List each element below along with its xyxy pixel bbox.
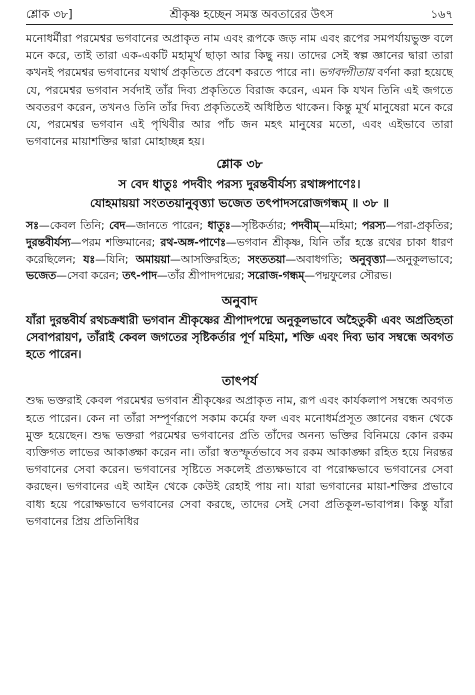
purport-heading: তাৎপর্য: [221, 373, 258, 389]
synonym-meaning: ভগবান শ্রীকৃষ্ণ, যিনি তাঁর হস্তে রথের চাকা ধারণ করেছিলেন: [26, 236, 453, 266]
synonym-meaning: সৃষ্টিকর্তার: [241, 219, 283, 233]
intro-text-part-1: মনোধর্মীরা পরমেশ্বর ভগবানের অপ্রাকৃত নাম এবং রূপকে জড় নাম এবং রূপের সমপর্যায়ভুক্ত বলে মনে করে, তাই তারা এক-একটি মহামূর্খ ছাড়া আর কিছু নয়। তাদের সেই স্বল্প জ্ঞানের দ্বারা তারা কখনই পরমেশ্বর ভগবানের যথার্থ প্রকৃতিতে প্রবেশ করতে পারে না।: [26, 32, 453, 80]
synonym-term: পদবীম্: [290, 219, 320, 233]
header-rule: [26, 24, 453, 25]
translation-text: যাঁরা দুরন্তবীর্য রথচক্রধারী ভগবান শ্রীকৃষ্ণের শ্রীপাদপদ্মে অনুকূলভাবে অহৈতুকী এবং অপ্রতিহতা সেবাপরায়ণ, তাঁরাই কেবল জগতের সৃষ্টিকর্তার পূর্ণ মহিমা, শক্তি এবং দিব্য ভাব সম্বন্ধে অবগত হতে পারেন।: [26, 313, 453, 362]
verse-line-1: স বেদ ধাতুঃ পদবীং পরস্য দুরন্তবীর্যস্য রথাঙ্গপাণেঃ।: [118, 177, 361, 192]
synonym-meaning: পদ্মফুলের সৌরভ: [315, 269, 389, 283]
synonym-meaning: মহিমা: [329, 219, 354, 233]
synonym-meaning: অনুকূলভাবে: [396, 252, 450, 266]
synonym-meaning: তাঁর শ্রীপাদপদ্মের: [167, 269, 241, 283]
purport-text: শুদ্ধ ভক্তরাই কেবল পরমেশ্বর ভগবান শ্রীকৃষ্ণের অপ্রাকৃত নাম, রূপ এবং কার্যকলাপ সম্বন্ধে অবগত হতে পারেন। কেন না তাঁরা সম্পূর্ণরূপে সকাম কর্মের ফল এবং মনোধর্মপ্রসূত জ্ঞানের বন্ধন থেকে মুক্ত হয়েছেন। শুদ্ধ ভক্তরা পরমেশ্বর ভগবানের প্রতি তাঁদের অনন্য ভক্তির বিনিময়ে কোন রকম ব্যক্তিগত লাভের আকাঙ্ক্ষা করেন না। তাঁরা স্বতস্ফূর্তভাবে সব রকম আকাঙ্ক্ষা রহিত হয়ে নিরন্তর ভগবানের সেবা করেন। ভগবানের সৃষ্টিতে সকলেই প্রত্যক্ষভাবে বা পরোক্ষভাবে ভগবানের সেবা করছেন। ভগবানের এই আইন থেকে কেউই রেহাই পায় না। যারা ভগবানের মায়া-শক্তির প্রভাবে বাধ্য হয়ে পরোক্ষভাবে ভগবানের সেবা করছে, তাদের সেই সেবা প্রতিকূল-ভাবাপন্ন। কিন্তু যাঁরা ভগবানের প্রিয় প্রতিনিধির: [26, 394, 453, 528]
verse-heading: শ্লোক ৩৮: [216, 156, 263, 172]
intro-paragraph: [26, 30, 453, 150]
synonym-meaning: যিনি: [105, 252, 125, 266]
synonym-term: রথ-অঙ্গ-পাণেঃ: [160, 236, 226, 250]
running-header: [26, 6, 453, 22]
synonym-meaning: আসক্তিরহিত: [180, 252, 237, 266]
synonym-term: বেদ: [109, 219, 126, 233]
synonym-term: অমায়য়া: [135, 252, 171, 266]
synonym-term: ধাতুঃ: [207, 219, 231, 233]
synonym-meaning: সেবা করেন: [66, 269, 116, 283]
synonym-term: ভজেত: [26, 269, 57, 283]
translation-heading: অনুবাদ: [221, 292, 258, 308]
word-for-word-synonyms: সঃ—কেবল তিনি; বেদ—জানতে পারেন; ধাতুঃ—সৃষ্টিকর্তার; পদবীম্—মহিমা; পরস্য—পরা-প্রকৃতির; দুরন্তবীর্যস্য—পরম শক্তিমানের; রথ-অঙ্গ-পাণেঃ—ভগবান শ্রীকৃষ্ণ, যিনি তাঁর হস্তে রথের চাকা ধারণ করেছিলেন; যঃ—যিনি; অমায়য়া—আসক্তিরহিত; সংততয়া—অবাধগতি; অনুবৃত্ত্যা—অনুকূলভাবে; ভজেত—সেবা করেন; তৎ-পাদ—তাঁর শ্রীপাদপদ্মের; সরোজ-গন্ধম্—পদ্মফুলের সৌরভ।: [26, 219, 453, 283]
synonym-meaning: অবাধগতি: [296, 252, 339, 266]
synonym-term: পরস্য: [361, 219, 386, 233]
synonym-meaning: পরম শক্তিমানের: [81, 236, 152, 250]
synonym-term: দুরন্তবীর্যস্য: [26, 236, 71, 250]
page-number: ১৬৭: [430, 7, 453, 21]
synonym-term: সংততয়া: [247, 252, 286, 266]
header-chapter-title: শ্রীকৃষ্ণ হচ্ছেন সমস্ত অবতারের উৎস: [169, 7, 334, 21]
intro-text-part-2: বর্ণনা করা হয়েছে যে, পরমেশ্বর ভগবান সর্বদাই তাঁর দিব্য প্রকৃতিতে বিরাজ করেন, এমন কি যখন তিনি এই জগতে অবতরণ করেন, তখনও তিনি তাঁর দিব্য প্রকৃতিতেই অধিষ্ঠিত থাকেন। কিন্তু মূর্খ মানুষেরা মনে করে যে, পরমেশ্বর ভগবান এই পৃথিবীর আর পাঁচ জন মহৎ মানুষের মতো, এবং এইভাবে তারা ভগবানের মায়াশক্তির দ্বারা মোহাচ্ছন্ন হয়।: [26, 66, 454, 149]
synonym-meaning: কেবল তিনি: [49, 219, 101, 233]
synonym-meaning: জানতে পারেন: [135, 219, 200, 233]
synonym-term: অনুবৃত্ত্যা: [349, 252, 386, 266]
intro-book-title: ভগবদ্গীতায়: [318, 66, 374, 80]
header-verse-ref: শ্লোক ৩৮]: [26, 7, 73, 21]
synonym-term: সঃ: [26, 219, 39, 233]
synonym-term: যঃ: [83, 252, 96, 266]
synonym-meaning: পরা-প্রকৃতির: [396, 219, 450, 233]
verse-line-2: যোহমায়য়া সংততয়ানুবৃত্ত্যা ভজেত তৎপাদসরোজগন্ধম্ ॥ ৩৮ ॥: [89, 196, 390, 211]
synonym-term: সরোজ-গন্ধম্: [247, 269, 305, 283]
synonym-term: তৎ-পাদ: [122, 269, 157, 283]
